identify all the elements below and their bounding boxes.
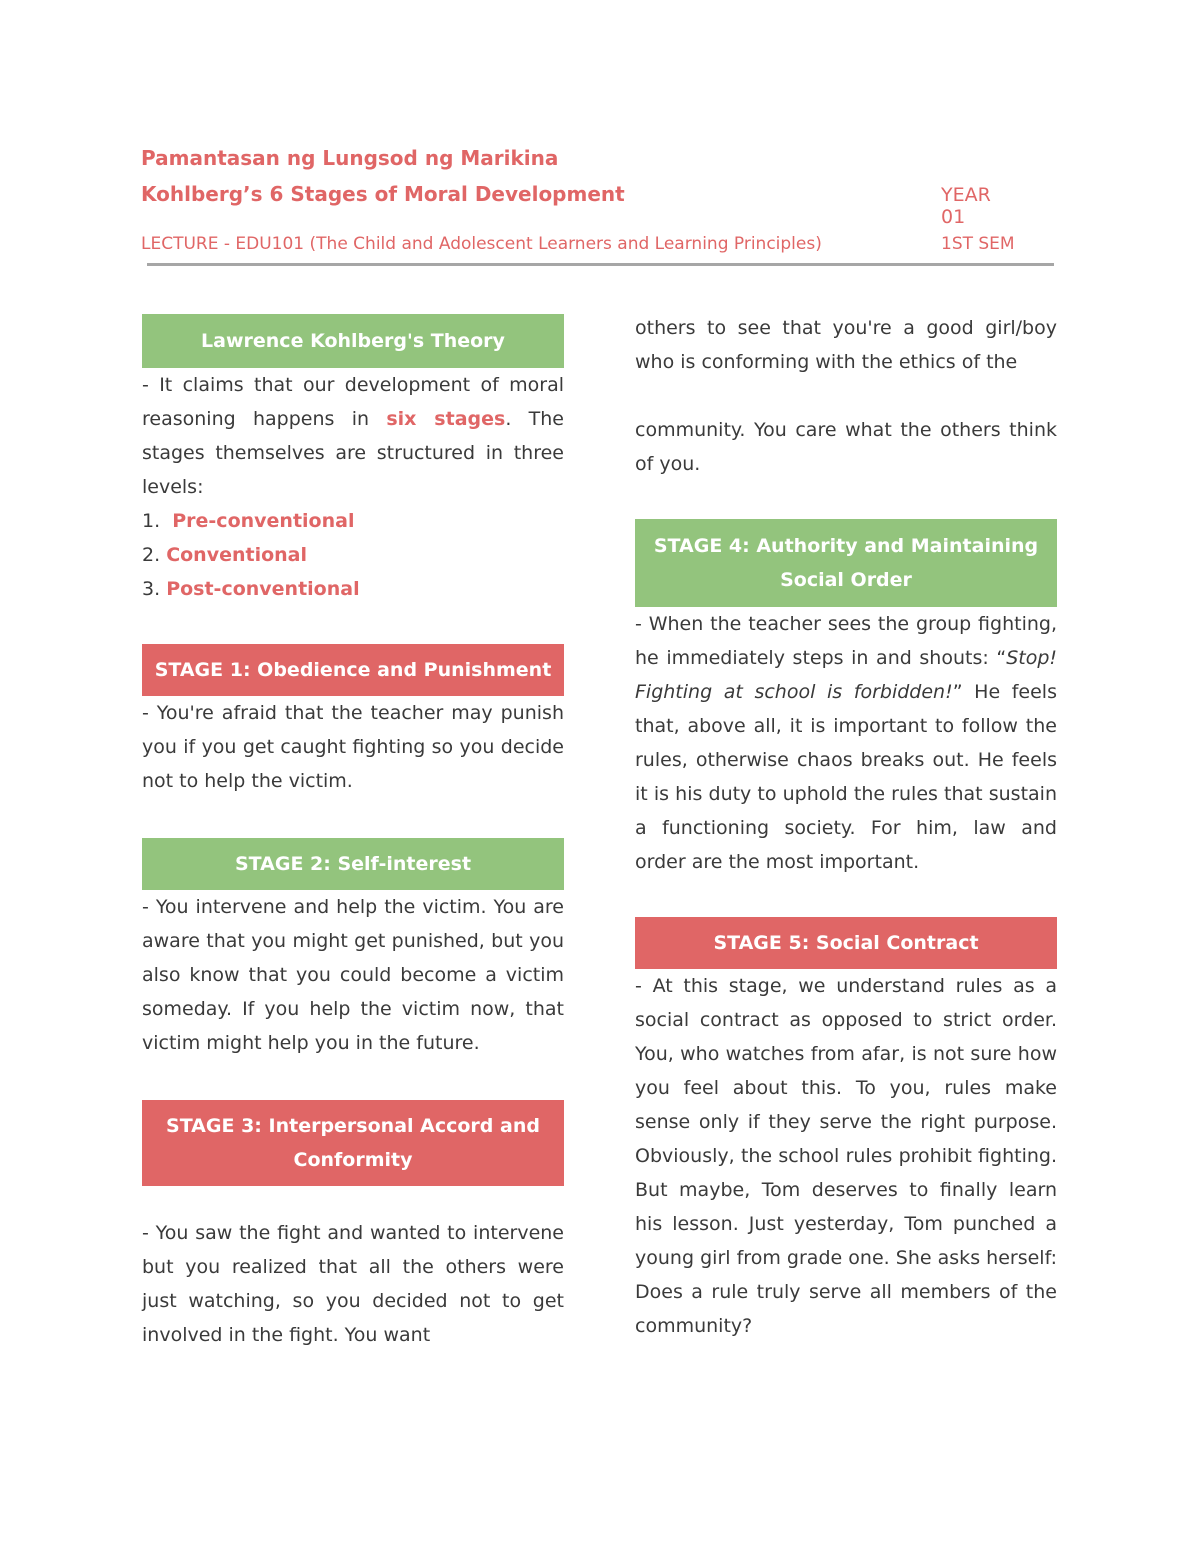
stage4-text-after: ” He feels that, above all, it is important to follow the rules, otherwise chaos breaks out. He feels it is his duty to uphold the rules that sustain a functioning society. For him, law and order are the most important. — [635, 681, 1057, 873]
level-item — [142, 538, 564, 572]
left-column — [142, 314, 564, 1352]
theory-text — [142, 368, 564, 504]
stage2-text: - You intervene and help the victim. You are aware that you might get punished, but you also know that you could become a victim someday. If you help the victim now, that victim might help you in the future. — [142, 896, 564, 1054]
stage3-continued-1: others to see that you're a good girl/boy who is conforming with the ethics of the — [635, 317, 1057, 373]
level-label: Conventional — [166, 544, 308, 566]
year-label: YEAR 01 — [941, 184, 991, 228]
stage1-heading: STAGE 1: Obedience and Punishment — [142, 644, 564, 696]
stage4-text-before: - When the teacher sees the group fighting, he immediately steps in and shouts: “ — [635, 613, 1057, 669]
theory-heading: Lawrence Kohlberg's Theory — [142, 314, 564, 368]
stage4-text — [635, 607, 1057, 879]
school-name: Pamantasan ng Lungsod ng Marikina — [141, 146, 559, 170]
theory-text-after: . The stages themselves are structured in three levels: — [142, 408, 564, 498]
subtitle-row — [141, 228, 1021, 260]
theory-highlight: six stages — [386, 408, 506, 430]
level-label: Post-conventional — [166, 578, 360, 600]
level-number: 3. — [142, 578, 161, 600]
lecture-subtitle: LECTURE - EDU101 (The Child and Adolescent Learners and Learning Principles) — [141, 234, 822, 254]
stage1-text: - You're afraid that the teacher may punish you if you get caught fighting so you decide not to help the victim. — [142, 702, 564, 792]
level-number: 1. — [142, 510, 161, 532]
stage5-text: - At this stage, we understand rules as a social contract as opposed to strict order. You, who watches from afar, is not sure how you feel about this. To you, rules make sense only if they serve the right purpose. Obviously, the school rules prohibit fighting. But maybe, Tom deserves to finally learn his lesson. Just yesterday, Tom punched a young girl from grade one. She asks herself: Does a rule truly serve all members of the community? — [635, 975, 1057, 1337]
level-label: Pre-conventional — [172, 510, 355, 532]
theory-text-before: - It claims that our development of moral reasoning happens in — [142, 374, 564, 430]
header-divider — [147, 263, 1054, 266]
stage3-continued-2: community. You care what the others think of you. — [635, 419, 1057, 475]
stage5-heading: STAGE 5: Social Contract — [635, 917, 1057, 969]
document-header — [141, 140, 1021, 260]
level-item — [142, 572, 564, 606]
title-row — [141, 176, 1021, 228]
stage4-heading: STAGE 4: Authority and Maintaining Social Order — [635, 519, 1057, 607]
stage3-heading: STAGE 3: Interpersonal Accord and Conformity — [142, 1100, 564, 1186]
stage2-heading: STAGE 2: Self-interest — [142, 838, 564, 890]
stage3-text: - You saw the fight and wanted to intervene but you realized that all the others were just watching, so you decided not to get involved in the fight. You want — [142, 1222, 564, 1346]
semester-label: 1ST SEM — [941, 234, 1015, 254]
level-item — [142, 504, 564, 538]
stage4-quote: Stop! Fighting at school is forbidden! — [635, 647, 1057, 703]
level-number: 2. — [142, 544, 161, 566]
document-title: Kohlberg’s 6 Stages of Moral Development — [141, 182, 625, 206]
right-column — [635, 311, 1057, 1343]
